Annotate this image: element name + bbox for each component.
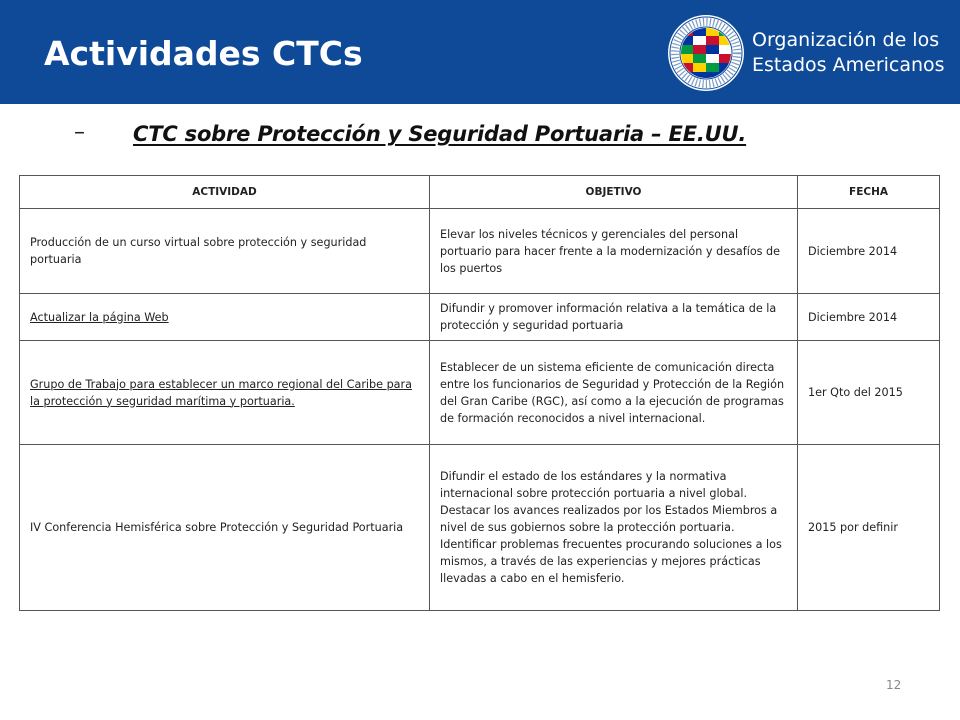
org-name-line2: Estados Americanos [752,54,945,76]
cell-actividad: Producción de un curso virtual sobre protección y seguridad portuaria [20,209,430,294]
header-bar [0,0,960,104]
header-actividad: ACTIVIDAD [20,176,430,209]
table-row [20,294,940,341]
org-name-line1: Organización de los [752,29,940,51]
subtitle-bullet: – [74,120,85,145]
cell-objetivo: Difundir el estado de los estándares y la normativa internacional sobre protección portuaria a nivel global. Destacar los avances realizados por los Estados Miembros a nivel de sus gobiernos sobre la protección portuaria. Identificar problemas frecuentes procurando soluciones a los mismos, a través de las experiencias y mejores prácticas llevadas a cabo en el hemisferio. [430,445,798,611]
table-header-row [20,176,940,209]
cell-fecha: 1er Qto del 2015 [798,341,940,445]
cell-fecha: Diciembre 2014 [798,294,940,341]
oas-seal-logo [667,14,745,92]
cell-actividad: Actualizar la página Web [20,294,430,341]
cell-actividad: Grupo de Trabajo para establecer un marco regional del Caribe para la protección y seguridad marítima y portuaria. [20,341,430,445]
page-number: 12 [886,678,902,692]
cell-objetivo: Establecer de un sistema eficiente de comunicación directa entre los funcionarios de Seguridad y Protección de la Región del Gran Caribe (RGC), así como a la ejecución de programas de formación reconocidos a nivel internacional. [430,341,798,445]
cell-objetivo: Difundir y promover información relativa a la temática de la protección y seguridad portuaria [430,294,798,341]
cell-fecha: 2015 por definir [798,445,940,611]
cell-objetivo: Elevar los niveles técnicos y gerenciales del personal portuario para hacer frente a la modernización y desafíos de los puertos [430,209,798,294]
header-fecha: FECHA [798,176,940,209]
header-objetivo: OBJETIVO [430,176,798,209]
cell-fecha: Diciembre 2014 [798,209,940,294]
activities-table [19,175,940,611]
table-row [20,209,940,294]
slide-subtitle: CTC sobre Protección y Seguridad Portuaria – EE.UU. [133,122,747,146]
slide-title: Actividades CTCs [44,34,363,73]
table-row [20,341,940,445]
table-row [20,445,940,611]
organization-name [752,28,952,78]
cell-actividad: IV Conferencia Hemisférica sobre Protección y Seguridad Portuaria [20,445,430,611]
